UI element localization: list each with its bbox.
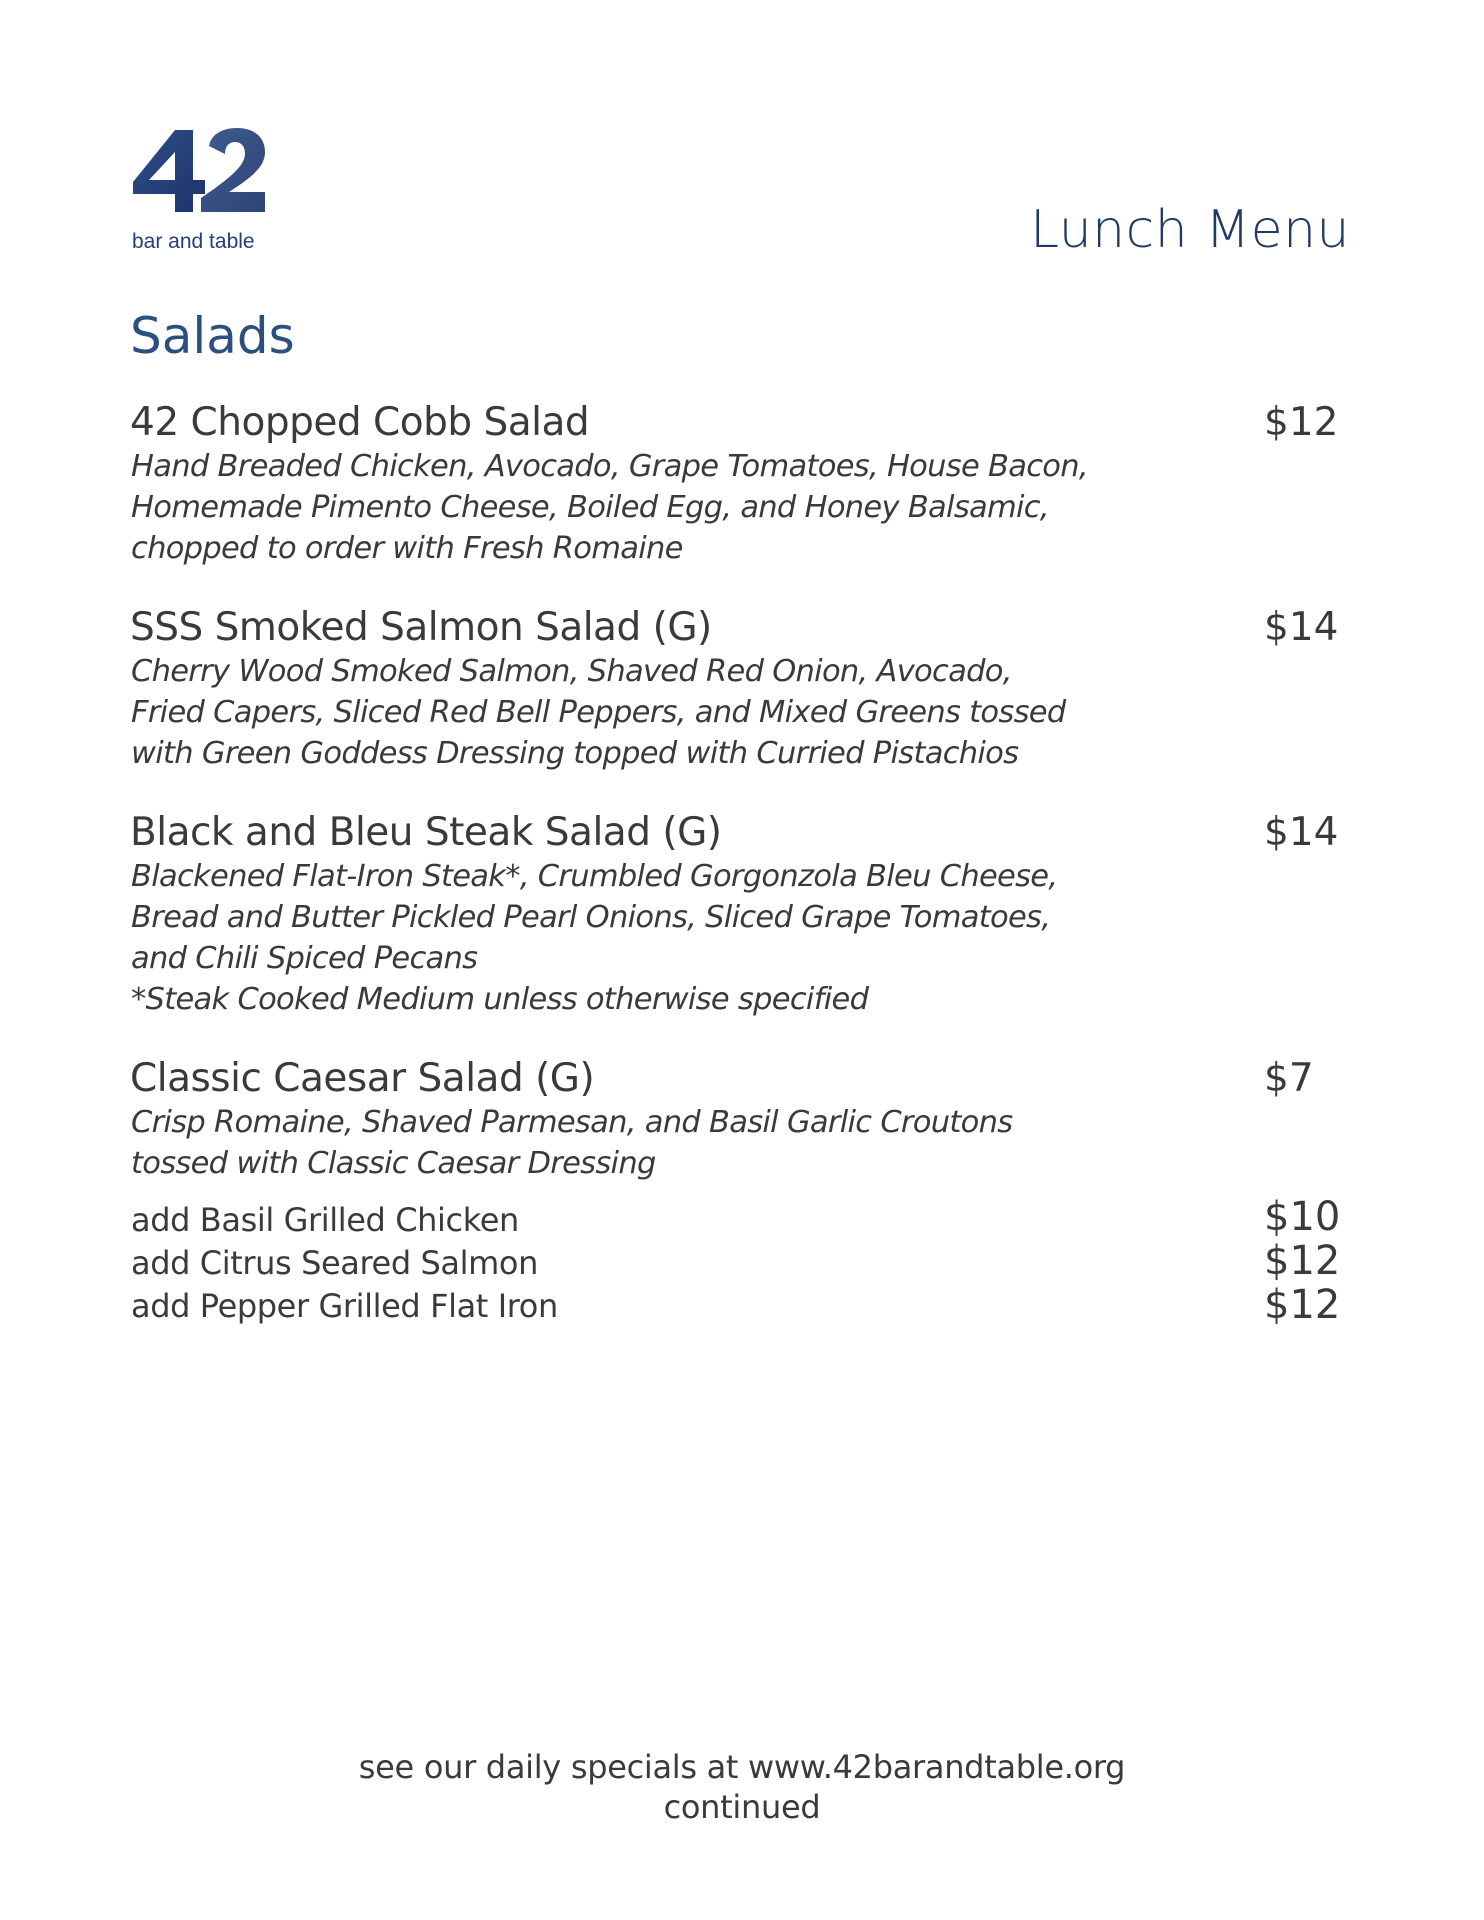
menu-item-name: SSS Smoked Salmon Salad (G) [130, 605, 712, 650]
description-line: Hand Breaded Chicken, Avocado, Grape Tomatoes, House Bacon, [131, 449, 1088, 484]
logo [131, 128, 271, 256]
addon-price: $12 [1264, 1282, 1341, 1328]
description-line: Bread and Butter Pickled Pearl Onions, Sliced Grape Tomatoes, [131, 900, 1051, 935]
menu-item-description [131, 856, 1057, 1020]
description-line: chopped to order with Fresh Romaine [131, 531, 683, 566]
description-line: Cherry Wood Smoked Salmon, Shaved Red Onion, Avocado, [131, 654, 1012, 689]
menu-item-description [131, 651, 1066, 774]
menu-item-price: $7 [1264, 1056, 1314, 1101]
addon-price: $10 [1264, 1194, 1341, 1240]
addon-name: add Citrus Seared Salmon [131, 1244, 538, 1282]
menu-item-description [131, 1102, 1012, 1184]
addon-name: add Pepper Grilled Flat Iron [131, 1287, 558, 1325]
menu-item-price: $14 [1264, 605, 1339, 650]
footer-specials-line: see our daily specials at www.42barandtable.org [358, 1748, 1126, 1786]
description-line: Crisp Romaine, Shaved Parmesan, and Basil Garlic Croutons [131, 1105, 1013, 1140]
description-line: Fried Capers, Sliced Red Bell Peppers, and Mixed Greens tossed [131, 695, 1066, 730]
description-line: and Chili Spiced Pecans [131, 941, 478, 976]
menu-item-name: Classic Caesar Salad (G) [130, 1056, 595, 1101]
menu-item-price: $12 [1264, 400, 1339, 445]
addon-name: add Basil Grilled Chicken [131, 1201, 519, 1239]
description-line: Blackened Flat-Iron Steak*, Crumbled Gorgonzola Bleu Cheese, [131, 859, 1058, 894]
description-line: Homemade Pimento Cheese, Boiled Egg, and Honey Balsamic, [131, 490, 1049, 525]
description-line: with Green Goddess Dressing topped with Curried Pistachios [131, 736, 1019, 771]
menu-item-name: Black and Bleu Steak Salad (G) [130, 810, 722, 855]
description-line: *Steak Cooked Medium unless otherwise specified [131, 982, 869, 1017]
footer-continued: continued [663, 1788, 821, 1826]
description-line: tossed with Classic Caesar Dressing [131, 1146, 656, 1181]
menu-item-name: 42 Chopped Cobb Salad [130, 400, 590, 445]
menu-item-description [131, 446, 1088, 569]
addon-price: $12 [1264, 1238, 1341, 1284]
logo-42-mark [131, 128, 267, 212]
logo-text: bar and table [132, 230, 255, 253]
menu-item-price: $14 [1264, 810, 1339, 855]
page-title: Lunch Menu [1030, 200, 1350, 260]
section-title: Salads [130, 307, 295, 365]
